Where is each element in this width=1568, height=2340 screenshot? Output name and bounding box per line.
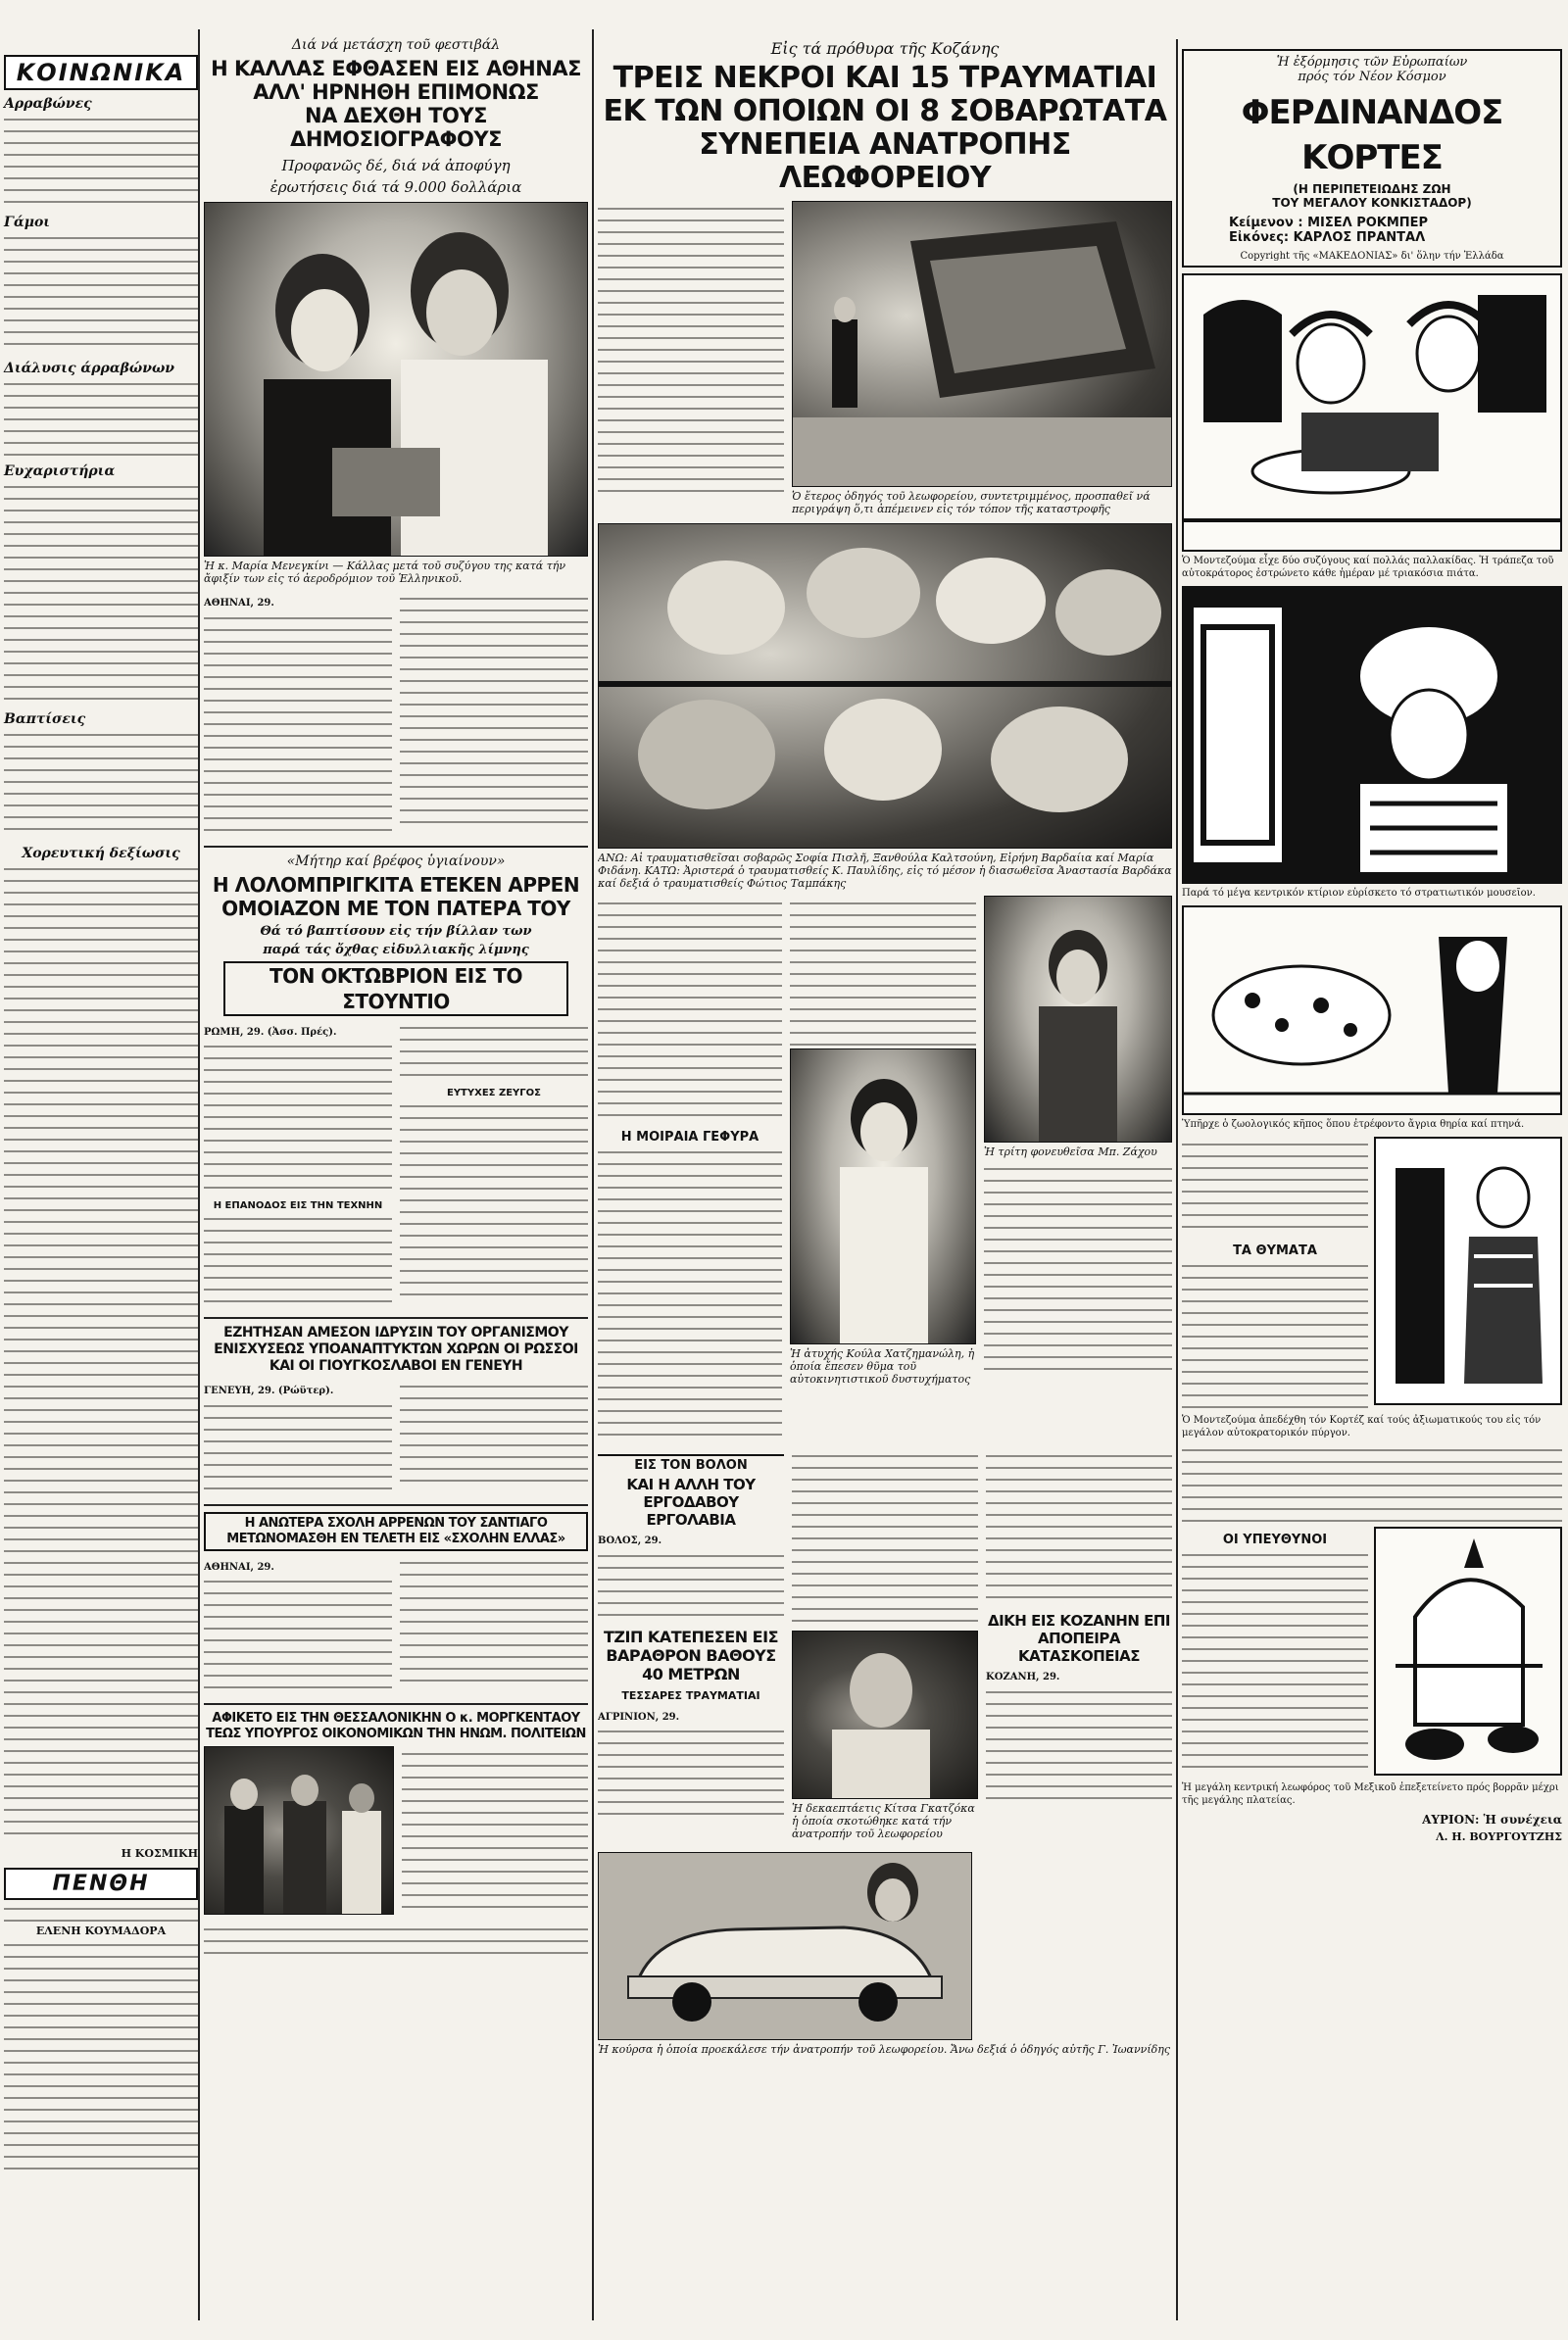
victim-kitsa-caption: Ἡ δεκαεπτάετις Κίτσα Γκατζόκα ἡ ὁποία σκοτώθηκε κατά τήν ἀνατροπήν τοῦ λεωφορείου: [792, 1802, 975, 1840]
victim-koula-figure: [791, 1049, 976, 1343]
weddings-text: [4, 233, 198, 355]
santiago-text-left: [204, 1577, 392, 1694]
victim-koula-caption: Ἡ ἀτυχής Κούλα Χατζημανώλη, ἡ ὁποία ἔπεσεν θῦμα τοῦ αὐτοκινητιστικοῦ δυστυχήματος: [790, 1347, 975, 1386]
accident-scene-photo: [792, 201, 1172, 487]
kozani-column: [598, 0, 1172, 2340]
social-column: [0, 0, 202, 2340]
geneva-text-right: [400, 1382, 588, 1487]
morgenthau-text-bottom: [204, 1925, 588, 1964]
kozani-headline-2: ΕΚ ΤΩΝ ΟΠΟΙΩΝ ΟΙ 8 ΣΟΒΑΡΩΤΑΤΑ: [603, 94, 1167, 128]
injured-photo-caption: ΑΝΩ: Αἱ τραυματισθεῖσαι σοβαρῶς Σοφία Πισλῆ, Ξανθούλα Καλτσούνη, Εἰρήνη Βαρδαίια καί Μαρία Φιδάνη. ΚΑΤΩ: Ἀριστερά ὁ τραυματισθείς Κ. Παυλίδης, εἰς τό μέσον ἡ διασωθεῖσα Ἀναστασία Βαρδάκα καί δεξιά ὁ τραυματισθείς Φώτιος Ταμπάκης: [598, 852, 1172, 890]
cortes-victims-subhead: ΤΑ ΘΥΜΑΤΑ: [1233, 1243, 1317, 1258]
cortes-panel-4-drawing: [1376, 1139, 1560, 1403]
cortes-column: [1182, 0, 1562, 2340]
volos-text: [598, 1551, 784, 1622]
kozani-lead-text: [598, 204, 784, 498]
cortes-panel-1-drawing: [1184, 275, 1560, 550]
cortes-text-3: [1182, 1445, 1562, 1524]
car-photo-caption: Ἡ κούρσα ἡ ὁποία προεκάλεσε τήν ἀνατροπήν τοῦ λεωφορείου. Ἄνω δεξιά ὁ ὁδηγός αὐτῆς Γ. Ἰωαννίδης: [598, 2043, 1171, 2056]
lollobrigida-headline-2: ΟΜΟΙΑΖΟΝ ΜΕ ΤΟΝ ΠΑΤΕΡΑ ΤΟΥ: [221, 896, 570, 920]
victim-koula-photo: [790, 1048, 976, 1344]
santiago-headline: Η ΑΝΩΤΕΡΑ ΣΧΟΛΗ ΑΡΡΕΝΩΝ ΤΟΥ ΣΑΝΤΙΑΓΟ ΜΕΤΩΝΟΜΑΣΘΗ ΕΝ ΤΕΛΕΤΗ ΕΙΣ «ΣΧΟΛΗΝ ΕΛΛΑΣ»: [204, 1512, 588, 1551]
car-photo-vehicle: [599, 1853, 971, 2039]
geneva-text-left: [204, 1401, 392, 1495]
column-rule: [592, 29, 594, 2320]
morgenthau-photo: [204, 1746, 394, 1915]
cortes-text-1: [1182, 1140, 1368, 1238]
santiago-text-right: [400, 1558, 588, 1687]
lollobrigida-dateline: ΡΩΜΗ, 29. (Ἀσσ. Πρές).: [204, 1026, 337, 1038]
callas-kicker: Διά νά μετάσχη τοῦ φεστιβάλ: [291, 37, 501, 53]
cortes-header-box: [1182, 49, 1562, 268]
callas-text-left: [204, 613, 392, 837]
mourning-text: [4, 1940, 198, 2175]
cortes-panel-3-caption: Ὑπῆρχε ὁ ζωολογικός κῆπος ὅπου ἐτρέφοντο ἄγρια θηρία καί πτηνά.: [1182, 1119, 1525, 1130]
kozani-text-col-d: [792, 1451, 978, 1628]
mourning-name: ΕΛΕΝΗ ΚΟΥΜΑΔΟΡΑ: [35, 1925, 167, 1937]
morgenthau-headline: ΑΦΙΚΕΤΟ ΕΙΣ ΤΗΝ ΘΕΣΣΑΛΟΝΙΚΗΝ Ο κ. ΜΟΡΓΚΕΝΤΑΟΥ ΤΕΩΣ ΥΠΟΥΡΓΟΣ ΟΙΚΟΝΟΜΙΚΩΝ ΤΗΝ ΗΝΩΜ. ΠΟΛΙΤΕΙΩΝ: [206, 1711, 586, 1741]
lollobrigida-return-subhead: Η ΕΠΑΝΟΔΟΣ ΕΙΣ ΤΗΝ ΤΕΧΝΗΝ: [213, 1200, 383, 1211]
cortes-copyright: Copyright τῆς «ΜΑΚΕΔΟΝΙΑΣ» δι' ὅλην τήν Ἑλλάδα: [1240, 251, 1504, 262]
mourning-intro: [4, 1904, 198, 1922]
mourning-section-title: ΠΕΝΘΗ: [4, 1868, 198, 1900]
cortes-panel-3-drawing: [1184, 907, 1560, 1113]
callas-headline-2: ΑΛΛ' ΗΡΝΗΘΗ ΕΠΙΜΟΝΩΣ: [253, 80, 539, 104]
lollobrigida-headline-1: Η ΛΟΛΟΜΠΡΙΓΚΙΤΑ ΕΤΕΚΕΝ ΑΡΡΕΝ: [212, 872, 580, 897]
morgenthau-photo-figures: [205, 1747, 393, 1914]
column-rule: [1176, 39, 1178, 2320]
victim-zachou-figure: [985, 897, 1171, 1142]
lollobrigida-subhead-2: παρά τάς ὄχθας εἰδυλλιακῆς λίμνης: [263, 942, 529, 957]
cortes-responsible-subhead: ΟΙ ΥΠΕΥΘΥΝΟΙ: [1222, 1533, 1328, 1547]
jeep-headline: ΤΖΙΠ ΚΑΤΕΠΕΣΕΝ ΕΙΣ ΒΑΡΑΘΡΟΝ ΒΑΘΟΥΣ 40 ΜΕΤΡΩΝ: [603, 1627, 778, 1683]
lollobrigida-text-left-2: [204, 1214, 392, 1308]
cortes-panel-1: [1182, 273, 1562, 552]
kozani-text-col-c: [984, 1164, 1172, 1380]
callas-subhead-1: Προφανῶς δέ, διά νά ἀποφύγη: [281, 157, 511, 174]
cortes-panel-5-drawing: [1376, 1529, 1560, 1774]
cortes-title: ΦΕΡΔΙΝΑΝΔΟΣ ΚΟΡΤΕΣ: [1241, 93, 1503, 177]
volos-dateline: ΒΟΛΟΣ, 29.: [598, 1536, 662, 1546]
kozani-headline-1: ΤΡΕΙΣ ΝΕΚΡΟΙ ΚΑΙ 15 ΤΡΑΥΜΑΤΙΑΙ: [612, 61, 1157, 95]
broken-engagements-subhead: Διάλυσις άρραβώνων: [4, 361, 174, 376]
weddings-subhead: Γάμοι: [4, 215, 51, 230]
jeep-text: [598, 1727, 784, 1825]
cortes-panel-4-caption: Ὁ Μοντεζούμα ἀπεδέχθη τόν Κορτέζ καί τούς ἀξιωματικούς του εἰς τόν μεγάλον αὐτοκρατορικόν πύργον.: [1182, 1415, 1542, 1438]
kozani-kicker: Εἰς τά πρόθυρα τῆς Κοζάνης: [770, 39, 1000, 58]
volos-headline: ΚΑΙ Η ΑΛΛΗ ΤΟΥ ΕΡΓΟΔΑΒΟΥ ΕΡΓΟΛΑΒΙΑ: [626, 1476, 756, 1529]
lollobrigida-text-left-1: [204, 1042, 392, 1194]
cortes-panel-1-caption: Ὁ Μοντεζούμα εἶχε δύο συζύγους καί πολλάς παλλακίδας. Ἡ τράπεζα τοῦ αὐτοκράτορος ἐστρώνετο κάθε ἡμέραν μέ τριακόσια πιάτα.: [1182, 556, 1554, 579]
lollobrigida-text-right-1: [400, 1023, 588, 1082]
callas-headline-1: Η ΚΑΛΛΑΣ ΕΦΘΑΣΕΝ ΕΙΣ ΑΘΗΝΑΣ: [211, 57, 581, 80]
injured-photo: [598, 523, 1172, 849]
engagements-text: [4, 115, 198, 209]
cortes-panel-2: [1182, 586, 1562, 884]
jeep-dateline: ΑΓΡΙΝΙΟΝ, 29.: [598, 1711, 680, 1723]
accident-scene-caption: Ὁ ἕτερος ὁδηγός τοῦ λεωφορείου, συντετριμμένος, προσπαθεῖ νά περιγράψη ὅ,τι ἀπέμεινεν εἰς τόν τόπον τῆς καταστροφῆς: [792, 490, 1151, 515]
cortes-signature: Λ. Η. ΒΟΥΡΓΟΥΤΖΗΣ: [1436, 1830, 1562, 1843]
cortes-credit-art: Εἰκόνες: ΚΑΡΛΟΣ ΠΡΑΝΤΑΛ: [1229, 230, 1426, 245]
callas-headline-3: ΝΑ ΔΕΧΘΗ ΤΟΥΣ ΔΗΜΟΣΙΟΓΡΑΦΟΥΣ: [290, 104, 502, 151]
cortes-panel-3: [1182, 905, 1562, 1115]
thanks-text: [4, 482, 198, 706]
morgenthau-text-right: [402, 1749, 588, 1916]
callas-photo-figures: [205, 203, 588, 556]
cortes-continued: ΑΥΡΙΟΝ: Ἡ συνέχεια: [1422, 1813, 1562, 1827]
kozani-text-col-b: [790, 899, 976, 1046]
cortes-panel-2-caption: Παρά τό μέγα κεντρικόν κτίριον εὑρίσκετο τό στρατιωτικόν μουσεῖον.: [1182, 888, 1536, 899]
victim-kitsa-photo: [792, 1631, 978, 1799]
kozani-headline-3: ΣΥΝΕΠΕΙΑ ΑΝΑΤΡΟΠΗΣ ΛΕΩΦΟΡΕΙΟΥ: [699, 127, 1071, 195]
kozani-text-col-a: [598, 899, 782, 1124]
thanks-subhead: Ευχαριστήρια: [4, 463, 116, 479]
cortes-kicker-1: Ἡ ἐξόρμησις τῶν Εὐρωπαίων: [1276, 55, 1468, 70]
cortes-panel-2-drawing: [1184, 588, 1560, 882]
callas-photo-caption: Ἡ κ. Μαρία Μενεγκίνι — Κάλλας μετά τοῦ συζύγου της κατά τήν ἄφιξίν των εἰς τό ἀεροδρόμιον τοῦ Ἑλληνικοῦ.: [204, 560, 566, 585]
lollobrigida-text-right-2: [400, 1101, 588, 1297]
victim-zachou-caption: Ἡ τρίτη φονευθεῖσα Μπ. Ζάχου: [984, 1146, 1157, 1158]
cortes-panel-5: [1374, 1527, 1562, 1776]
lollobrigida-headline-3: ΤΟΝ ΟΚΤΩΒΡΙΟΝ ΕΙΣ ΤΟ ΣΤΟΥΝΤΙΟ: [223, 961, 568, 1016]
cortes-kicker-2: πρός τόν Νέον Κόσμον: [1298, 70, 1446, 84]
kozani-text-col-a2: [598, 1147, 782, 1441]
kozani-text-col-e: [986, 1451, 1172, 1608]
baptisms-subhead: Βαπτίσεις: [4, 711, 86, 727]
espionage-dateline: ΚΟΖΑΝΗ, 29.: [986, 1672, 1060, 1682]
cortes-credit-text: Κείμενον : ΜΙΣΕΛ ΡΟΚΜΠΕΡ: [1229, 216, 1429, 230]
engagements-subhead: Αρραβώνες: [4, 96, 92, 112]
social-section-title: ΚΟΙΝΩΝΙΚΑ: [4, 55, 198, 90]
happy-couple-subhead: ΕΥΤΥΧΕΣ ΖΕΥΓΟΣ: [446, 1087, 541, 1098]
cortes-text-4: [1182, 1550, 1368, 1776]
cortes-panel-4: [1374, 1137, 1562, 1405]
lollobrigida-subhead-1: Θά τό βαπτίσουν εἰς τήν βίλλαν των: [260, 923, 532, 939]
callas-subhead-2: ἐρωτήσεις διά τά 9.000 δολλάρια: [270, 178, 522, 196]
victim-kitsa-figure: [793, 1632, 978, 1798]
volos-kicker: ΕΙΣ ΤΟΝ ΒΟΛΟΝ: [598, 1454, 784, 1473]
espionage-text: [986, 1687, 1172, 1805]
cortes-subtitle-2: ΤΟΥ ΜΕΓΑΛΟΥ ΚΟΝΚΙΣΤΑΔΟΡ): [1272, 196, 1472, 210]
jeep-subhead: ΤΕΣΣΑΡΕΣ ΤΡΑΥΜΑΤΙΑΙ: [621, 1688, 760, 1702]
callas-dateline: ΑΘΗΝΑΙ, 29.: [204, 598, 274, 609]
callas-text-right: [400, 594, 588, 829]
callas-photo: [204, 202, 588, 557]
social-signature: Η ΚΟΣΜΙΚΗ: [121, 1847, 198, 1860]
victim-zachou-photo: [984, 896, 1172, 1143]
car-photo: [598, 1852, 972, 2040]
geneva-headline: ΕΖΗΤΗΣΑΝ ΑΜΕΣΟΝ ΙΔΡΥΣΙΝ ΤΟΥ ΟΡΓΑΝΙΣΜΟΥ ΕΝΙΣΧΥΣΕΩΣ ΥΠΟΑΝΑΠΤΥΚΤΩΝ ΧΩΡΩΝ ΟΙ ΡΩΣΣΟΙ ΚΑΙ ΟΙ ΓΙΟΥΓΚΟΣΛΑΒΟΙ ΕΝ ΓΕΝΕΥΗ: [214, 1325, 578, 1374]
geneva-dateline: ΓΕΝΕΥΗ, 29. (Ρώϋτερ).: [204, 1386, 334, 1396]
baptisms-text: [4, 730, 198, 840]
callas-column: [204, 0, 588, 2340]
cortes-subtitle-1: (Η ΠΕΡΙΠΕΤΕΙΩΔΗΣ ΖΩΗ: [1293, 182, 1451, 196]
broken-engagements-text: [4, 379, 198, 458]
cortes-text-2: [1182, 1261, 1368, 1408]
dance-subhead: Χορευτική δεξίωσις: [22, 846, 180, 861]
fateful-bridge-subhead: Η ΜΟΙΡΑΙΑ ΓΕΦΥΡΑ: [620, 1130, 760, 1145]
injured-photo-faces: [599, 524, 1172, 848]
espionage-headline: ΔΙΚΗ ΕΙΣ ΚΟΖΑΝΗΝ ΕΠΙ ΑΠΟΠΕΙΡΑ ΚΑΤΑΣΚΟΠΕΙΑΣ: [987, 1612, 1170, 1665]
lollobrigida-kicker: «Μήτηρ καί βρέφος ὑγιαίνουν»: [286, 853, 506, 869]
santiago-dateline: ΑΘΗΝΑΙ, 29.: [204, 1561, 274, 1573]
dance-text: [4, 864, 198, 1844]
cortes-panel-5-caption: Ἡ μεγάλη κεντρική λεωφόρος τοῦ Μεξικοῦ ἐπεξετείνετο πρός βορρᾶν μέχρι τῆς μεγάλης πλατείας.: [1182, 1782, 1559, 1806]
accident-scene-wreck: [793, 202, 1171, 486]
